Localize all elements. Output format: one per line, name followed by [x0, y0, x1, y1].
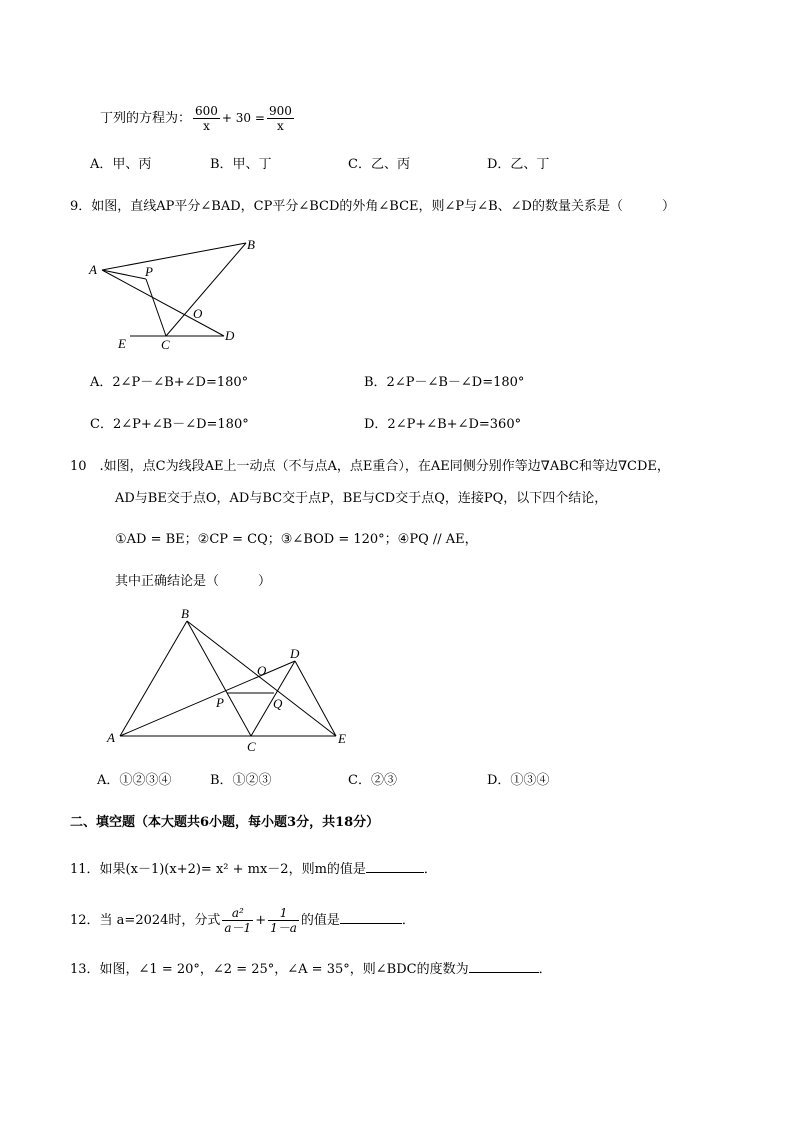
q13-answer-blank[interactable]	[469, 960, 539, 973]
q12-f1-num: a²	[222, 906, 253, 921]
q10-line-de	[295, 661, 336, 736]
q9-label-p: P	[145, 264, 153, 279]
q10-label-d: D	[290, 646, 300, 661]
q12-f2-num: 1	[268, 906, 299, 921]
q10-line-bc	[187, 621, 251, 736]
q8-plus30: + 30 =	[221, 111, 265, 125]
q11-end: ．	[423, 862, 437, 877]
q9-label-d: D	[225, 328, 235, 343]
q9-label-b: B	[247, 237, 255, 252]
q10-line-2: AD与BE交于点O，AD与BC交于点P，BE与CD交于点Q，连接PQ，以下四个结论，	[115, 491, 608, 506]
q10-label-c: C	[247, 739, 256, 754]
q10-figure	[100, 605, 360, 755]
q8-option-b[interactable]: B．甲、丁	[210, 157, 272, 172]
q11-text: 11．如果(x－1)(x+2)= x² + mx－2，则m的值是	[70, 862, 366, 877]
q10-label-o: O	[257, 663, 267, 678]
q10-label-p: P	[216, 695, 224, 710]
q11	[70, 860, 437, 879]
q10-option-b[interactable]: B．①②③	[210, 773, 272, 788]
q8-fraction-2	[267, 104, 294, 133]
q10-line-4: 其中正确结论是（ ）	[115, 574, 272, 589]
q10-label-b: B	[181, 606, 189, 621]
q9-line-bc	[166, 243, 246, 336]
q8-option-a[interactable]: A．甲、丙	[90, 157, 152, 172]
q10-label-q: Q	[273, 696, 283, 711]
q9-label-e: E	[118, 336, 126, 351]
q13-end: ．	[538, 962, 552, 977]
q9-label-o: O	[193, 306, 203, 321]
q9-option-d[interactable]: D．2∠P+∠B+∠D=360°	[364, 417, 522, 432]
q8-frac2-den: x	[277, 119, 284, 133]
q10-line-3: ①AD = BE；②CP = CQ；③∠BOD = 120°；④PQ // AE，	[115, 532, 478, 547]
q9-line-ab	[102, 243, 246, 270]
q12-prefix: 12．当 a=2024时，分式	[70, 913, 221, 928]
q8-frac2-num: 900	[268, 104, 292, 118]
q9-figure	[80, 232, 260, 357]
q9-option-a[interactable]: A．2∠P－∠B+∠D=180°	[90, 375, 249, 390]
q10-option-d[interactable]: D．①③④	[487, 773, 550, 788]
q8-fraction-1	[193, 104, 220, 133]
q10-line-ab	[120, 621, 187, 736]
q9-line-ap	[102, 270, 146, 279]
q10-option-c[interactable]: C．②③	[348, 773, 397, 788]
q12-end: ．	[401, 913, 415, 928]
q10-option-a[interactable]: A．①②③④	[97, 773, 172, 788]
section-2-title: 二、填空题（本大题共6小题，每小题3分，共18分）	[70, 815, 380, 830]
q9-label-a: A	[89, 262, 97, 277]
q8-ding-prefix: 丁列的方程为：	[100, 111, 192, 126]
q12-fraction-2	[268, 906, 299, 935]
q8-equation	[100, 104, 296, 133]
q8-frac1-num: 600	[195, 104, 218, 118]
q10-line-ad	[120, 661, 295, 736]
q9-stem: 9．如图，直线AP平分∠BAD，CP平分∠BCD的外角∠BCE，则∠P与∠B、∠D的数量关系是（ ）	[70, 199, 675, 214]
q9-option-c[interactable]: C．2∠P+∠B－∠D=180°	[90, 417, 249, 432]
q10-label-a: A	[107, 730, 115, 745]
q8-option-d[interactable]: D．乙、丁	[487, 157, 550, 172]
q9-line-pc	[146, 279, 166, 336]
q12-f1-den: a－1	[224, 921, 252, 935]
q13	[70, 960, 552, 979]
q8-frac1-den: x	[203, 119, 210, 133]
q9-option-b[interactable]: B．2∠P－∠B－∠D=180°	[364, 375, 525, 390]
q8-option-c[interactable]: C．乙、丙	[348, 157, 410, 172]
q10-label-e: E	[338, 731, 346, 746]
q11-answer-blank[interactable]	[366, 860, 424, 873]
q9-label-c: C	[161, 337, 170, 352]
q13-text: 13．如图，∠1 = 20°，∠2 = 25°，∠A = 35°，则∠BDC的度数为	[70, 962, 469, 977]
q10-line-1: 10 .如图，点C为线段AE上一动点（不与点A，点E重合），在AE同侧分别作等边∇ABC和等边∇CDE，	[70, 459, 670, 474]
q12-fraction-1	[222, 906, 253, 935]
q12	[70, 906, 415, 935]
q12-f2-den: 1－a	[270, 921, 297, 935]
q12-suffix: 的值是	[300, 913, 340, 928]
q12-answer-blank[interactable]	[340, 911, 402, 924]
q12-plus: +	[255, 913, 267, 928]
